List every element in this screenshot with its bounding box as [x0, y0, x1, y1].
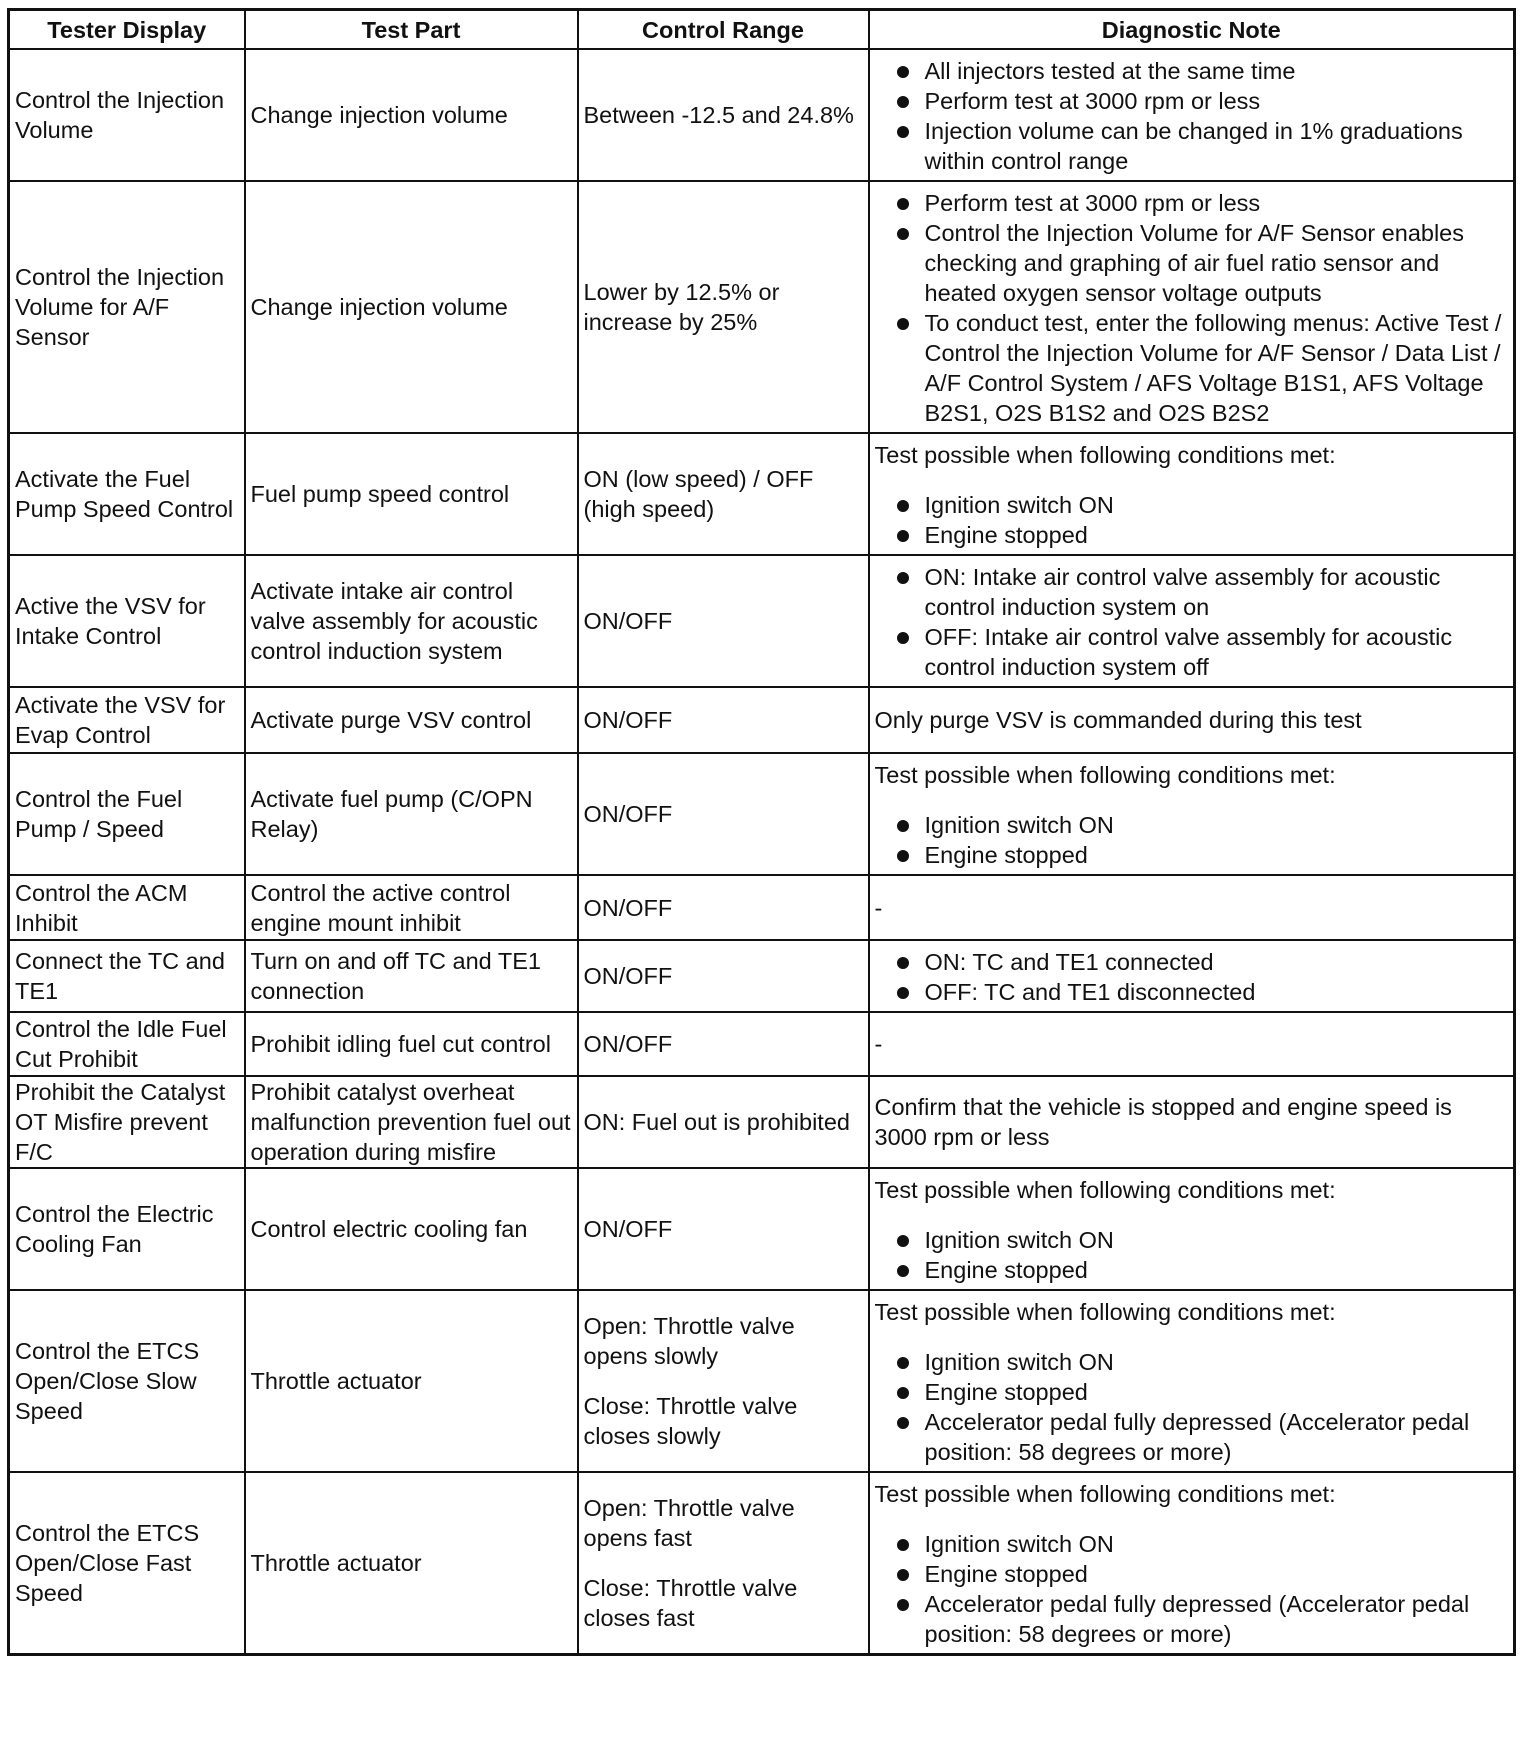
cell-test-part: Change injection volume	[245, 181, 578, 433]
note-intro: Test possible when following conditions met:	[874, 1299, 1336, 1325]
cell-control-range	[578, 1168, 869, 1290]
note-list-item: Engine stopped	[875, 1559, 1510, 1589]
note-list-item: Engine stopped	[875, 840, 1510, 870]
cell-control-range	[578, 181, 869, 433]
control-range-line: Lower by 12.5% or increase by 25%	[583, 279, 780, 335]
cell-test-part: Activate purge VSV control	[245, 687, 578, 753]
note-list	[875, 810, 1510, 870]
header-test-part: Test Part	[245, 10, 578, 50]
note-list-item: Perform test at 3000 rpm or less	[875, 86, 1510, 116]
note-list-item: Injection volume can be changed in 1% graduations within control range	[875, 116, 1510, 176]
cell-tester-display: Control the Injection Volume for A/F Sensor	[9, 181, 245, 433]
control-range-line: Close: Throttle valve closes slowly	[583, 1393, 798, 1449]
cell-tester-display: Activate the Fuel Pump Speed Control	[9, 433, 245, 555]
cell-tester-display: Control the Fuel Pump / Speed	[9, 753, 245, 875]
cell-test-part: Change injection volume	[245, 49, 578, 181]
cell-test-part: Activate intake air control valve assembly for acoustic control induction system	[245, 555, 578, 687]
note-text: Confirm that the vehicle is stopped and engine speed is 3000 rpm or less	[874, 1094, 1452, 1150]
note-list	[875, 1529, 1510, 1649]
cell-tester-display: Connect the TC and TE1	[9, 940, 245, 1012]
table-row	[9, 1076, 1515, 1168]
cell-test-part: Throttle actuator	[245, 1472, 578, 1655]
table-row	[9, 1472, 1515, 1655]
note-text: -	[874, 1031, 883, 1057]
cell-diagnostic-note	[869, 49, 1515, 181]
note-list-item: Ignition switch ON	[875, 490, 1510, 520]
control-range-line: ON/OFF	[583, 801, 673, 827]
header-diagnostic-note: Diagnostic Note	[869, 10, 1515, 50]
note-list	[875, 490, 1510, 550]
cell-control-range	[578, 555, 869, 687]
note-list-item: ON: TC and TE1 connected	[875, 947, 1510, 977]
cell-diagnostic-note	[869, 875, 1515, 940]
table-row	[9, 1290, 1515, 1472]
cell-diagnostic-note	[869, 687, 1515, 753]
control-range-line: Close: Throttle valve closes fast	[583, 1575, 798, 1631]
control-range-line: ON/OFF	[583, 963, 673, 989]
control-range-line: ON/OFF	[583, 1216, 673, 1242]
control-range-line: Between -12.5 and 24.8%	[583, 102, 854, 128]
table-row	[9, 940, 1515, 1012]
table-row	[9, 875, 1515, 940]
header-control-range: Control Range	[578, 10, 869, 50]
cell-tester-display: Control the Electric Cooling Fan	[9, 1168, 245, 1290]
cell-tester-display: Activate the VSV for Evap Control	[9, 687, 245, 753]
cell-diagnostic-note	[869, 940, 1515, 1012]
note-list-item: Engine stopped	[875, 520, 1510, 550]
cell-tester-display: Control the ETCS Open/Close Fast Speed	[9, 1472, 245, 1655]
note-text: -	[874, 894, 883, 921]
note-intro: Test possible when following conditions met:	[874, 442, 1336, 468]
cell-tester-display: Control the ACM Inhibit	[9, 875, 245, 940]
note-list-item: Control the Injection Volume for A/F Sensor enables checking and graphing of air fuel ratio sensor and heated oxygen sensor voltage outputs	[875, 218, 1510, 308]
table-row	[9, 433, 1515, 555]
note-list-item: All injectors tested at the same time	[875, 56, 1510, 86]
note-intro: Test possible when following conditions met:	[874, 1481, 1336, 1507]
header-tester-display: Tester Display	[9, 10, 245, 50]
cell-diagnostic-note	[869, 1076, 1515, 1168]
cell-tester-display: Control the Injection Volume	[9, 49, 245, 181]
control-range-line: ON (low speed) / OFF (high speed)	[583, 466, 814, 522]
note-intro: Test possible when following conditions met:	[874, 762, 1336, 788]
note-list	[875, 1225, 1510, 1285]
cell-tester-display: Prohibit the Catalyst OT Misfire prevent F/C	[9, 1076, 245, 1168]
cell-test-part: Throttle actuator	[245, 1290, 578, 1472]
table-row	[9, 687, 1515, 753]
cell-control-range	[578, 1290, 869, 1472]
note-list-item: Perform test at 3000 rpm or less	[875, 188, 1510, 218]
table-row	[9, 181, 1515, 433]
cell-control-range	[578, 1012, 869, 1076]
note-list-item: OFF: Intake air control valve assembly for acoustic control induction system off	[875, 622, 1510, 682]
cell-diagnostic-note	[869, 433, 1515, 555]
table-row	[9, 555, 1515, 687]
note-list-item: Accelerator pedal fully depressed (Accelerator pedal position: 58 degrees or more)	[875, 1407, 1510, 1467]
cell-test-part: Activate fuel pump (C/OPN Relay)	[245, 753, 578, 875]
note-list-item: Engine stopped	[875, 1377, 1510, 1407]
cell-control-range	[578, 49, 869, 181]
cell-diagnostic-note	[869, 181, 1515, 433]
cell-tester-display: Control the ETCS Open/Close Slow Speed	[9, 1290, 245, 1472]
cell-control-range	[578, 1472, 869, 1655]
table-row	[9, 753, 1515, 875]
active-test-table	[7, 8, 1516, 1656]
control-range-line: ON/OFF	[583, 608, 673, 634]
cell-test-part: Prohibit idling fuel cut control	[245, 1012, 578, 1076]
cell-diagnostic-note	[869, 1290, 1515, 1472]
table-row	[9, 49, 1515, 181]
cell-control-range	[578, 940, 869, 1012]
cell-tester-display: Control the Idle Fuel Cut Prohibit	[9, 1012, 245, 1076]
note-list	[875, 1347, 1510, 1467]
cell-tester-display: Active the VSV for Intake Control	[9, 555, 245, 687]
control-range-line: ON/OFF	[583, 894, 673, 921]
control-range-line: Open: Throttle valve opens slowly	[583, 1313, 795, 1369]
table-row	[9, 1168, 1515, 1290]
cell-test-part: Control the active control engine mount inhibit	[245, 875, 578, 940]
cell-test-part: Fuel pump speed control	[245, 433, 578, 555]
note-list-item: Ignition switch ON	[875, 810, 1510, 840]
cell-control-range	[578, 1076, 869, 1168]
control-range-line: Open: Throttle valve opens fast	[583, 1495, 795, 1551]
cell-diagnostic-note	[869, 555, 1515, 687]
note-list	[875, 56, 1510, 176]
note-intro: Test possible when following conditions met:	[874, 1177, 1336, 1203]
note-list-item: Ignition switch ON	[875, 1225, 1510, 1255]
note-text: Only purge VSV is commanded during this test	[874, 707, 1362, 733]
note-list-item: OFF: TC and TE1 disconnected	[875, 977, 1510, 1007]
note-list	[875, 188, 1510, 428]
cell-test-part: Control electric cooling fan	[245, 1168, 578, 1290]
table-body	[9, 49, 1515, 1655]
cell-diagnostic-note	[869, 1168, 1515, 1290]
cell-control-range	[578, 753, 869, 875]
cell-diagnostic-note	[869, 753, 1515, 875]
cell-test-part: Prohibit catalyst overheat malfunction prevention fuel out operation during misfire	[245, 1076, 578, 1168]
note-list-item: Accelerator pedal fully depressed (Accelerator pedal position: 58 degrees or more)	[875, 1589, 1510, 1649]
active-test-table-container	[7, 8, 1513, 1656]
control-range-line: ON: Fuel out is prohibited	[583, 1109, 850, 1135]
cell-control-range	[578, 687, 869, 753]
note-list-item: Ignition switch ON	[875, 1529, 1510, 1559]
note-list-item: Engine stopped	[875, 1255, 1510, 1285]
note-list-item: ON: Intake air control valve assembly for acoustic control induction system on	[875, 562, 1510, 622]
control-range-line: ON/OFF	[583, 707, 673, 733]
note-list-item: Ignition switch ON	[875, 1347, 1510, 1377]
table-row	[9, 1012, 1515, 1076]
cell-control-range	[578, 875, 869, 940]
cell-control-range	[578, 433, 869, 555]
table-header-row	[9, 10, 1515, 50]
note-list-item: To conduct test, enter the following menus: Active Test / Control the Injection Volume for A/F Sensor / Data List / A/F Control System / AFS Voltage B1S1, AFS Voltage B2S1, O2S B1S2 and O2S B2S2	[875, 308, 1510, 428]
cell-diagnostic-note	[869, 1472, 1515, 1655]
control-range-line: ON/OFF	[583, 1031, 673, 1057]
note-list	[875, 562, 1510, 682]
cell-diagnostic-note	[869, 1012, 1515, 1076]
cell-test-part: Turn on and off TC and TE1 connection	[245, 940, 578, 1012]
note-list	[875, 947, 1510, 1007]
